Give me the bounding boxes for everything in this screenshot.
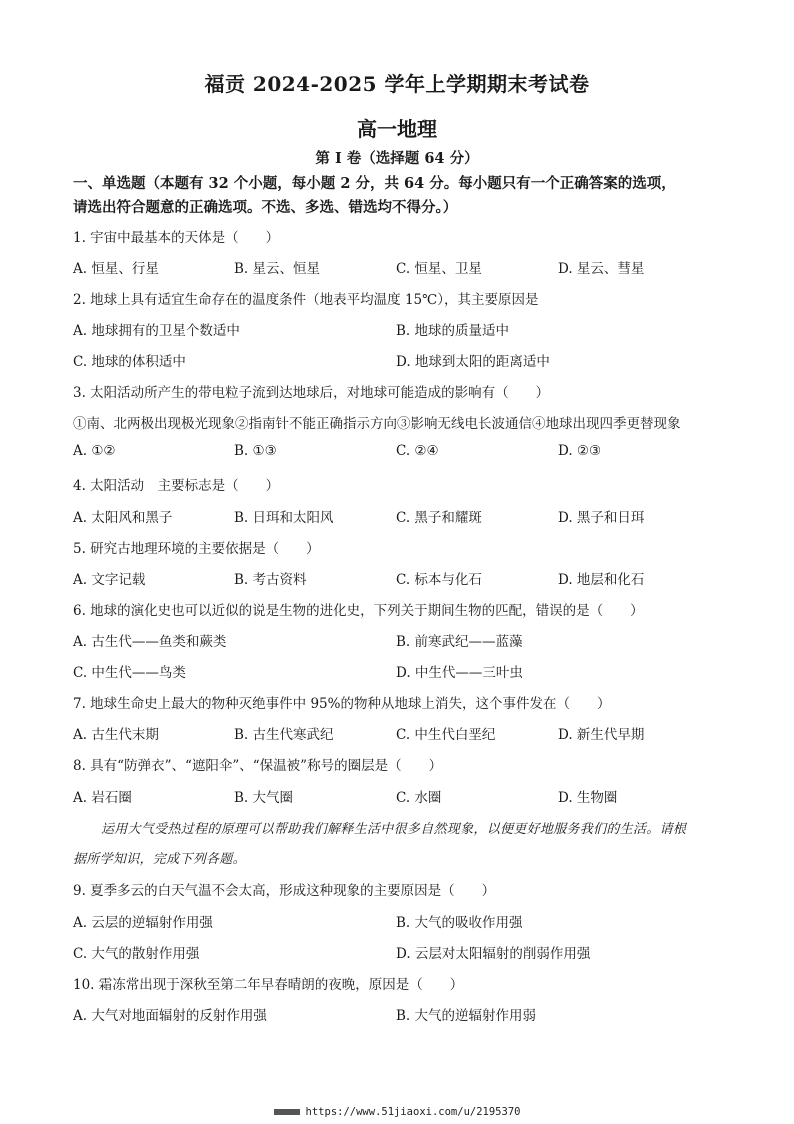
question-1-option-b: B. 星云、恒星 — [234, 261, 321, 277]
question-3-option-b: B. ①③ — [234, 443, 277, 459]
question-6-option-d: D. 中生代——三叶虫 — [396, 665, 523, 681]
question-7-option-b: B. 古生代寒武纪 — [234, 727, 334, 743]
question-4-option-a: A. 太阳风和黑子 — [73, 510, 173, 526]
site-logo-icon — [274, 1109, 300, 1115]
question-9-option-d: D. 云层对太阳辐射的削弱作用强 — [396, 946, 591, 962]
question-3-option-c: C. ②④ — [396, 443, 439, 459]
part-heading: 第 I 卷（选择题 64 分） — [315, 150, 479, 167]
question-7-option-d: D. 新生代早期 — [558, 727, 645, 743]
question-4-stem: 4. 太阳活动 主要标志是（ ） — [73, 478, 280, 494]
question-1-option-a: A. 恒星、行星 — [73, 261, 159, 277]
question-1-option-c: C. 恒星、卫星 — [396, 261, 482, 277]
question-5-stem: 5. 研究古地理环境的主要依据是（ ） — [73, 541, 320, 557]
question-8-stem: 8. 具有“防弹衣”、“遮阳伞”、“保温被”称号的圈层是（ ） — [73, 758, 443, 774]
section-instruction-line-1: 一、单选题（本题有 32 个小题，每小题 2 分，共 64 分。每小题只有一个正确答案的选项， — [73, 175, 676, 192]
question-5-option-d: D. 地层和化石 — [558, 572, 645, 588]
question-9-stem: 9. 夏季多云的白天气温不会太高，形成这种现象的主要原因是（ ） — [73, 883, 496, 899]
question-9-option-c: C. 大气的散射作用强 — [73, 946, 200, 962]
question-4-option-d: D. 黑子和日珥 — [558, 510, 645, 526]
question-1-stem: 1. 宇宙中最基本的天体是（ ） — [73, 230, 280, 246]
question-8-option-a: A. 岩石圈 — [73, 790, 132, 806]
question-4-option-b: B. 日珥和太阳风 — [234, 510, 334, 526]
question-6-option-c: C. 中生代——鸟类 — [73, 665, 186, 681]
question-2-stem: 2. 地球上具有适宜生命存在的温度条件（地表平均温度 15℃），其主要原因是 — [73, 292, 539, 308]
question-9-option-a: A. 云层的逆辐射作用强 — [73, 915, 213, 931]
passage-line-2: 据所学知识，完成下列各题。 — [73, 852, 246, 867]
question-7-stem: 7. 地球生命史上最大的物种灭绝事件中 95%的物种从地球上消失，这个事件发在（ ） — [73, 696, 611, 712]
question-3-option-d: D. ②③ — [558, 443, 602, 459]
question-7-option-c: C. 中生代白垩纪 — [396, 727, 496, 743]
question-8-option-d: D. 生物圈 — [558, 790, 618, 806]
section-instruction-line-2: 请选出符合题意的正确选项。不选、多选、错选均不得分。） — [73, 199, 458, 216]
question-5-option-c: C. 标本与化石 — [396, 572, 482, 588]
question-2-option-d: D. 地球到太阳的距离适中 — [396, 354, 550, 370]
question-10-option-b: B. 大气的逆辐射作用弱 — [396, 1008, 537, 1024]
question-8-option-c: C. 水圈 — [396, 790, 442, 806]
question-5-option-b: B. 考古资料 — [234, 572, 307, 588]
question-10-option-a: A. 大气对地面辐射的反射作用强 — [73, 1008, 267, 1024]
question-2-option-b: B. 地球的质量适中 — [396, 323, 510, 339]
question-6-option-b: B. 前寒武纪——蓝藻 — [396, 634, 523, 650]
exam-title: 福贡 2024-2025 学年上学期期末考试卷 — [204, 72, 590, 96]
question-6-option-a: A. 古生代——鱼类和蕨类 — [73, 634, 227, 650]
question-5-option-a: A. 文字记载 — [73, 572, 146, 588]
question-2-option-a: A. 地球拥有的卫星个数适中 — [73, 323, 240, 339]
question-3-stem: 3. 太阳活动所产生的带电粒子流到达地球后，对地球可能造成的影响有（ ） — [73, 385, 550, 401]
question-6-stem: 6. 地球的演化史也可以近似的说是生物的进化史，下列关于期间生物的匹配，错误的是（ ） — [73, 603, 644, 619]
passage-line-1: 运用大气受热过程的原理可以帮助我们解释生活中很多自然现象，以便更好地服务我们的生活。请根 — [101, 822, 687, 837]
question-8-option-b: B. 大气圈 — [234, 790, 294, 806]
subject-title: 高一地理 — [357, 117, 437, 141]
footer-url[interactable]: https://www.51jiaoxi.com/u/2195370 — [305, 1106, 521, 1118]
question-1-option-d: D. 星云、彗星 — [558, 261, 645, 277]
question-10-stem: 10. 霜冻常出现于深秋至第二年早春晴朗的夜晚，原因是（ ） — [73, 977, 464, 993]
footer — [0, 1106, 794, 1118]
question-3-statements: ①南、北两极出现极光现象②指南针不能正确指示方向③影响无线电长波通信④地球出现四季更替现象 — [73, 416, 681, 432]
question-3-option-a: A. ①② — [73, 443, 116, 459]
question-9-option-b: B. 大气的吸收作用强 — [396, 915, 523, 931]
question-7-option-a: A. 古生代末期 — [73, 727, 159, 743]
question-4-option-c: C. 黑子和耀斑 — [396, 510, 482, 526]
question-2-option-c: C. 地球的体积适中 — [73, 354, 186, 370]
